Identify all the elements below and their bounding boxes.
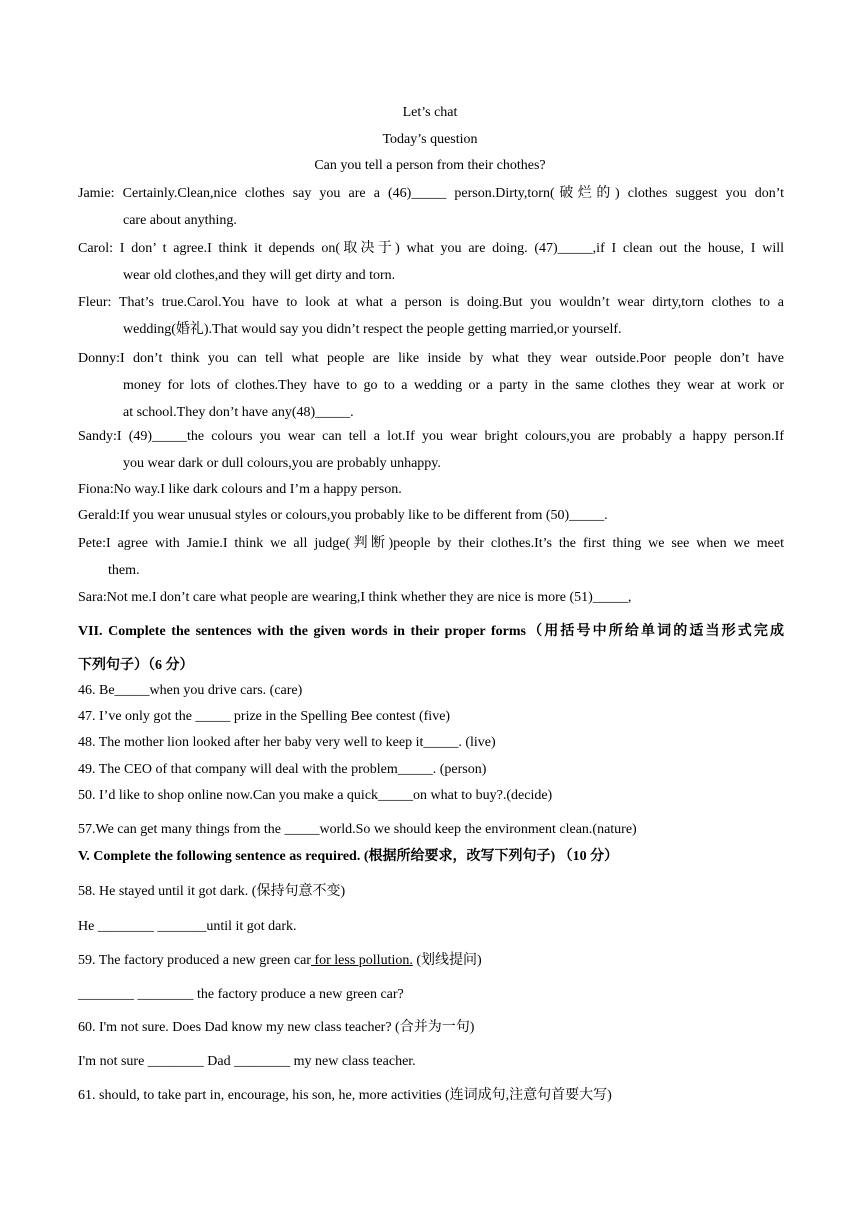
chat-sara: Sara:Not me.I don’t care what people are wearing,I think whether they are nice is more (51)_____, [78,590,632,605]
chat-donny-line2: money for lots of clothes.They have to go to a wedding or a party in the same clothes they wear at work or [123,378,784,393]
chat-gerald: Gerald:If you wear unusual styles or colours,you probably like to be different from (50)_____. [78,508,608,523]
section-vii-heading [78,615,784,683]
chat-donny-line3: at school.They don’t have any(48)_____. [123,405,354,420]
chat-fleur-line2: wedding(婚礼).That would say you didn’t respect the people getting married,or yourself. [123,322,622,337]
chat-jamie-line1: Jamie: Certainly.Clean,nice clothes say you are a (46)_____ person.Dirty,torn(破烂的) clothes suggest you don’t [78,186,784,201]
question-59 [78,952,784,970]
chat-donny-line1: Donny:I don’t think you can tell what people are like inside by what they wear outside.Poor people don’t have [78,351,784,366]
question-59-instruction: (划线提问) [412,953,482,968]
answer-58: He ________ _______until it got dark. [78,919,297,934]
question-58: 58. He stayed until it got dark. (保持句意不变) [78,884,346,899]
chat-jamie [78,180,784,234]
chat-pete [78,530,784,584]
item-48: 48. The mother lion looked after her baby very well to keep it_____. (live) [78,735,496,750]
section-vii-heading-line2: 下列句子）（6 分） [78,658,194,673]
title-lets-chat: Let’s chat [402,105,458,120]
answer-60: I'm not sure ________ Dad ________ my new class teacher. [78,1054,416,1069]
chat-carol-line1: Carol: I don’ t agree.I think it depends on(取决于) what you are doing. (47)_____,if I clean out the house, I will [78,241,784,256]
question-59-text: 59. The factory produced a new green car [78,953,311,968]
subtitle-todays-question: Today’s question [382,132,478,147]
question-60: 60. I'm not sure. Does Dad know my new class teacher? (合并为一句) [78,1020,475,1035]
chat-fleur [78,289,784,343]
chat-sandy-line1: Sandy:I (49)_____the colours you wear can tell a lot.If you wear bright colours,you are probably a happy person.If [78,429,784,444]
chat-carol [78,235,784,289]
question-59-underlined-part: for less pollution. [310,953,413,968]
item-47: 47. I’ve only got the _____ prize in the Spelling Bee contest (five) [78,709,451,724]
item-57: 57.We can get many things from the _____world.So we should keep the environment clean.(nature) [78,822,637,837]
item-50: 50. I’d like to shop online now.Can you make a quick_____on what to buy?.(decide) [78,788,553,803]
chat-sandy [78,423,784,477]
chat-jamie-line2: care about anything. [123,213,237,228]
question-line: Can you tell a person from their chothes? [314,158,546,173]
question-61: 61. should, to take part in, encourage, his son, he, more activities (连词成句,注意句首要大写) [78,1088,612,1103]
section-vii-heading-line1: VII. Complete the sentences with the given words in their proper forms（用括号中所给单词的适当形式完成 [78,624,784,639]
item-46: 46. Be_____when you drive cars. (care) [78,683,303,698]
chat-pete-line2: them. [108,563,140,578]
chat-sandy-line2: you wear dark or dull colours,you are probably unhappy. [123,456,441,471]
chat-fiona: Fiona:No way.I like dark colours and I’m a happy person. [78,482,402,497]
answer-59: ________ ________ the factory produce a new green car? [78,987,404,1002]
chat-carol-line2: wear old clothes,and they will get dirty and torn. [123,268,396,283]
item-49: 49. The CEO of that company will deal with the problem_____. (person) [78,762,487,777]
chat-pete-line1: Pete:I agree with Jamie.I think we all judge(判断)people by their clothes.It’s the first thing we see when we meet [78,536,784,551]
chat-donny [78,345,784,426]
chat-fleur-line1: Fleur: That’s true.Carol.You have to look at what a person is doing.But you wouldn’t wear dirty,torn clothes to a [78,295,784,310]
section-v-heading: V. Complete the following sentence as required. (根据所给要求，改写下列句子) （10 分） [78,849,619,864]
